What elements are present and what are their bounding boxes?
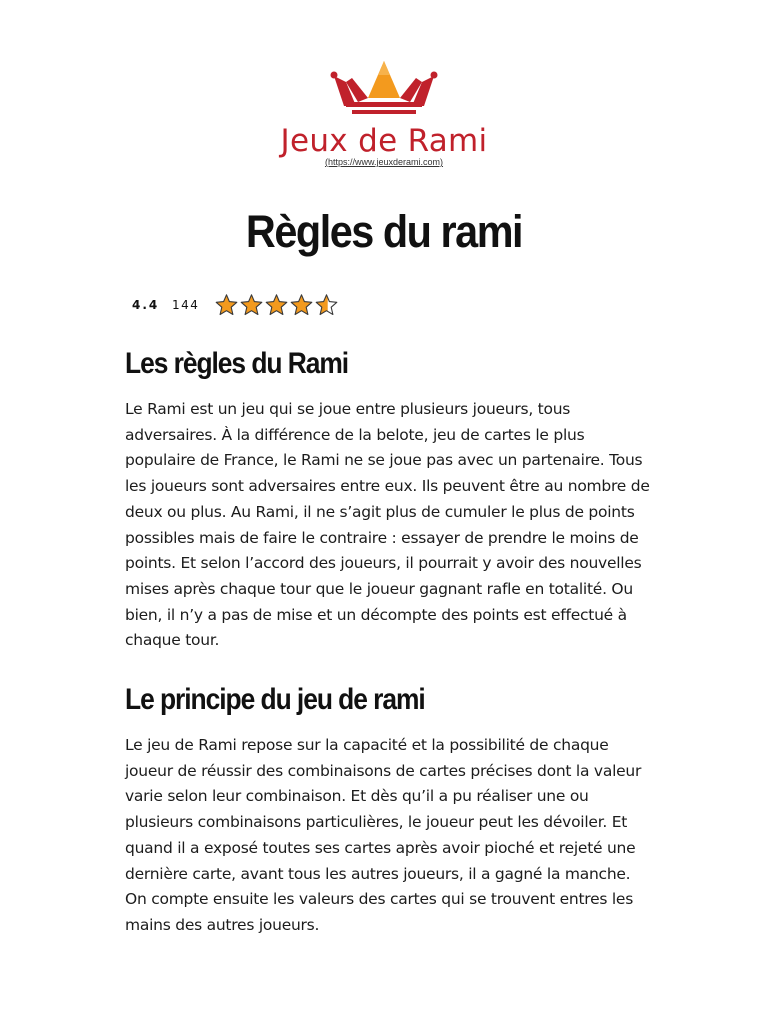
crown-icon [328, 58, 440, 118]
section-heading: Le principe du jeu de rami [125, 683, 425, 716]
section-paragraph: Le jeu de Rami repose sur la capacité et la possibilité de chaque joueur de réussir des combinaisons de cartes précises dont la valeur varie selon leur combinaison. Et dès qu’il a pu réaliser une ou plusieurs combinaisons particulières, le joueur peut les dévoiler. Et quand il a exposé toutes ses cartes après avoir pioché et rejeté une dernière carte, avant tous les autres joueurs, il a gagné la manche. On compte ensuite les valeurs des cartes qui se trouvent entres les mains des autres joueurs. [125, 736, 642, 934]
rating-score: 4.4 [132, 298, 160, 312]
star-icon[interactable] [264, 293, 289, 317]
brand-url[interactable] [0, 157, 768, 168]
star-icon[interactable] [239, 293, 264, 317]
rating-stars[interactable] [214, 293, 339, 317]
site-logo[interactable] [0, 58, 768, 168]
brand-url-link[interactable]: (https://www.jeuxderami.com) [324, 157, 444, 167]
section-paragraph: Le Rami est un jeu qui se joue entre plusieurs joueurs, tous adversaires. À la différence de la belote, jeu de cartes le plus populaire de France, le Rami ne se joue pas avec un partenaire. Tous les joueurs sont adversaires entre eux. Ils peuvent être au nombre de deux ou plus. Au Rami, il ne s’agit plus de cumuler le plus de points possibles mais de faire le contraire : essayer de prendre le moins de points. Et selon l’accord des joueurs, il pourrait y avoir des nouvelles mises après chaque tour que le joueur gagnant rafle en totalité. Ou bien, il n’y a pas de mise et un décompte des points est effectué à chaque tour. [125, 400, 650, 650]
rating-widget [132, 292, 339, 318]
brand-name: Jeux de Rami [280, 123, 488, 159]
star-icon[interactable] [214, 293, 239, 317]
star-icon[interactable] [314, 293, 339, 317]
page-title: Règles du rami [245, 206, 523, 257]
rating-count: 144 [172, 298, 200, 312]
section-heading: Les règles du Rami [125, 347, 349, 380]
star-icon[interactable] [289, 293, 314, 317]
